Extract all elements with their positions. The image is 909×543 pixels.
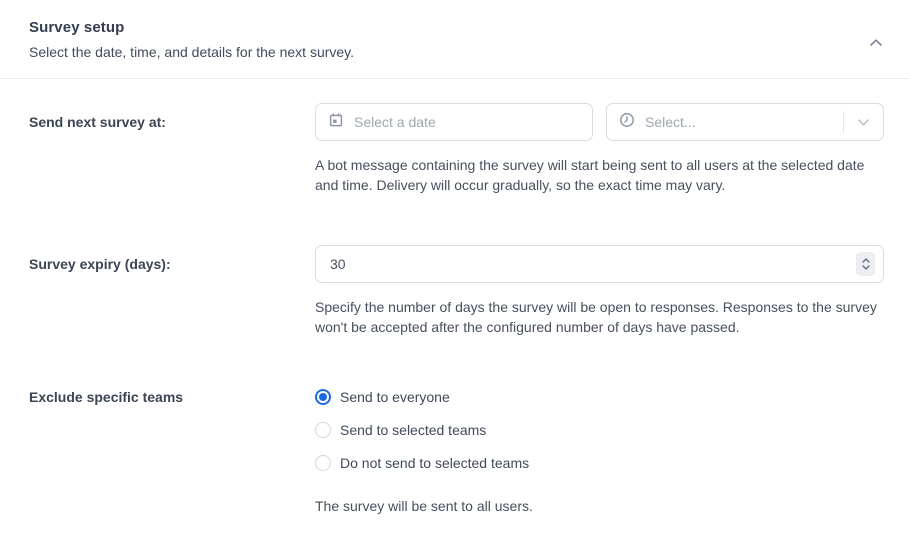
header-divider [0, 78, 909, 79]
date-picker-input[interactable] [315, 103, 593, 141]
radio-button[interactable] [315, 455, 331, 471]
exclude-teams-label: Exclude specific teams [29, 389, 184, 405]
expiry-help-text: Specify the number of days the survey will be open to responses. Responses to the survey won't be accepted after the configured number of days have passed. [315, 299, 877, 335]
radio-label: Send to everyone [340, 389, 450, 405]
radio-option-send-to-everyone[interactable] [315, 389, 884, 405]
time-select-end [843, 104, 883, 140]
calendar-icon [328, 112, 344, 133]
page-subtitle: Select the date, time, and details for the next survey. [29, 44, 355, 60]
send-at-controls [315, 103, 884, 195]
panel-header [0, 0, 909, 60]
exclude-teams-row [29, 389, 884, 514]
expiry-label: Survey expiry (days): [29, 256, 171, 272]
stepper-down-icon [862, 265, 870, 270]
time-select[interactable] [606, 103, 884, 141]
chevron-down-icon[interactable] [844, 104, 883, 140]
chevron-up-icon [869, 35, 883, 50]
send-at-label: Send next survey at: [29, 114, 166, 130]
radio-label: Send to selected teams [340, 422, 487, 438]
number-stepper[interactable] [856, 252, 875, 276]
radio-button[interactable] [315, 422, 331, 438]
time-placeholder: Select... [645, 114, 696, 130]
page-title: Survey setup [29, 19, 125, 36]
date-time-pair [315, 103, 884, 141]
radio-button[interactable] [315, 389, 331, 405]
date-placeholder: Select a date [354, 114, 436, 130]
radio-label: Do not send to selected teams [340, 455, 530, 471]
expiry-controls [315, 245, 884, 337]
expiry-row [29, 245, 884, 337]
exclude-teams-controls [315, 389, 884, 514]
send-at-row [29, 103, 884, 195]
clock-icon [619, 112, 635, 133]
radio-option-send-to-selected-teams[interactable] [315, 422, 884, 438]
survey-setup-form [0, 103, 909, 514]
teams-summary-text: The survey will be sent to all users. [315, 498, 533, 514]
collapse-button[interactable] [865, 31, 887, 53]
send-at-help-text: A bot message containing the survey will start being sent to all users at the selected date and time. Delivery will occur gradually, so the exact time may vary. [315, 157, 865, 193]
expiry-number-input[interactable] [315, 245, 884, 283]
radio-option-do-not-send-to-selected-teams[interactable] [315, 455, 884, 471]
expiry-value: 30 [330, 256, 346, 272]
stepper-up-icon [862, 258, 870, 263]
